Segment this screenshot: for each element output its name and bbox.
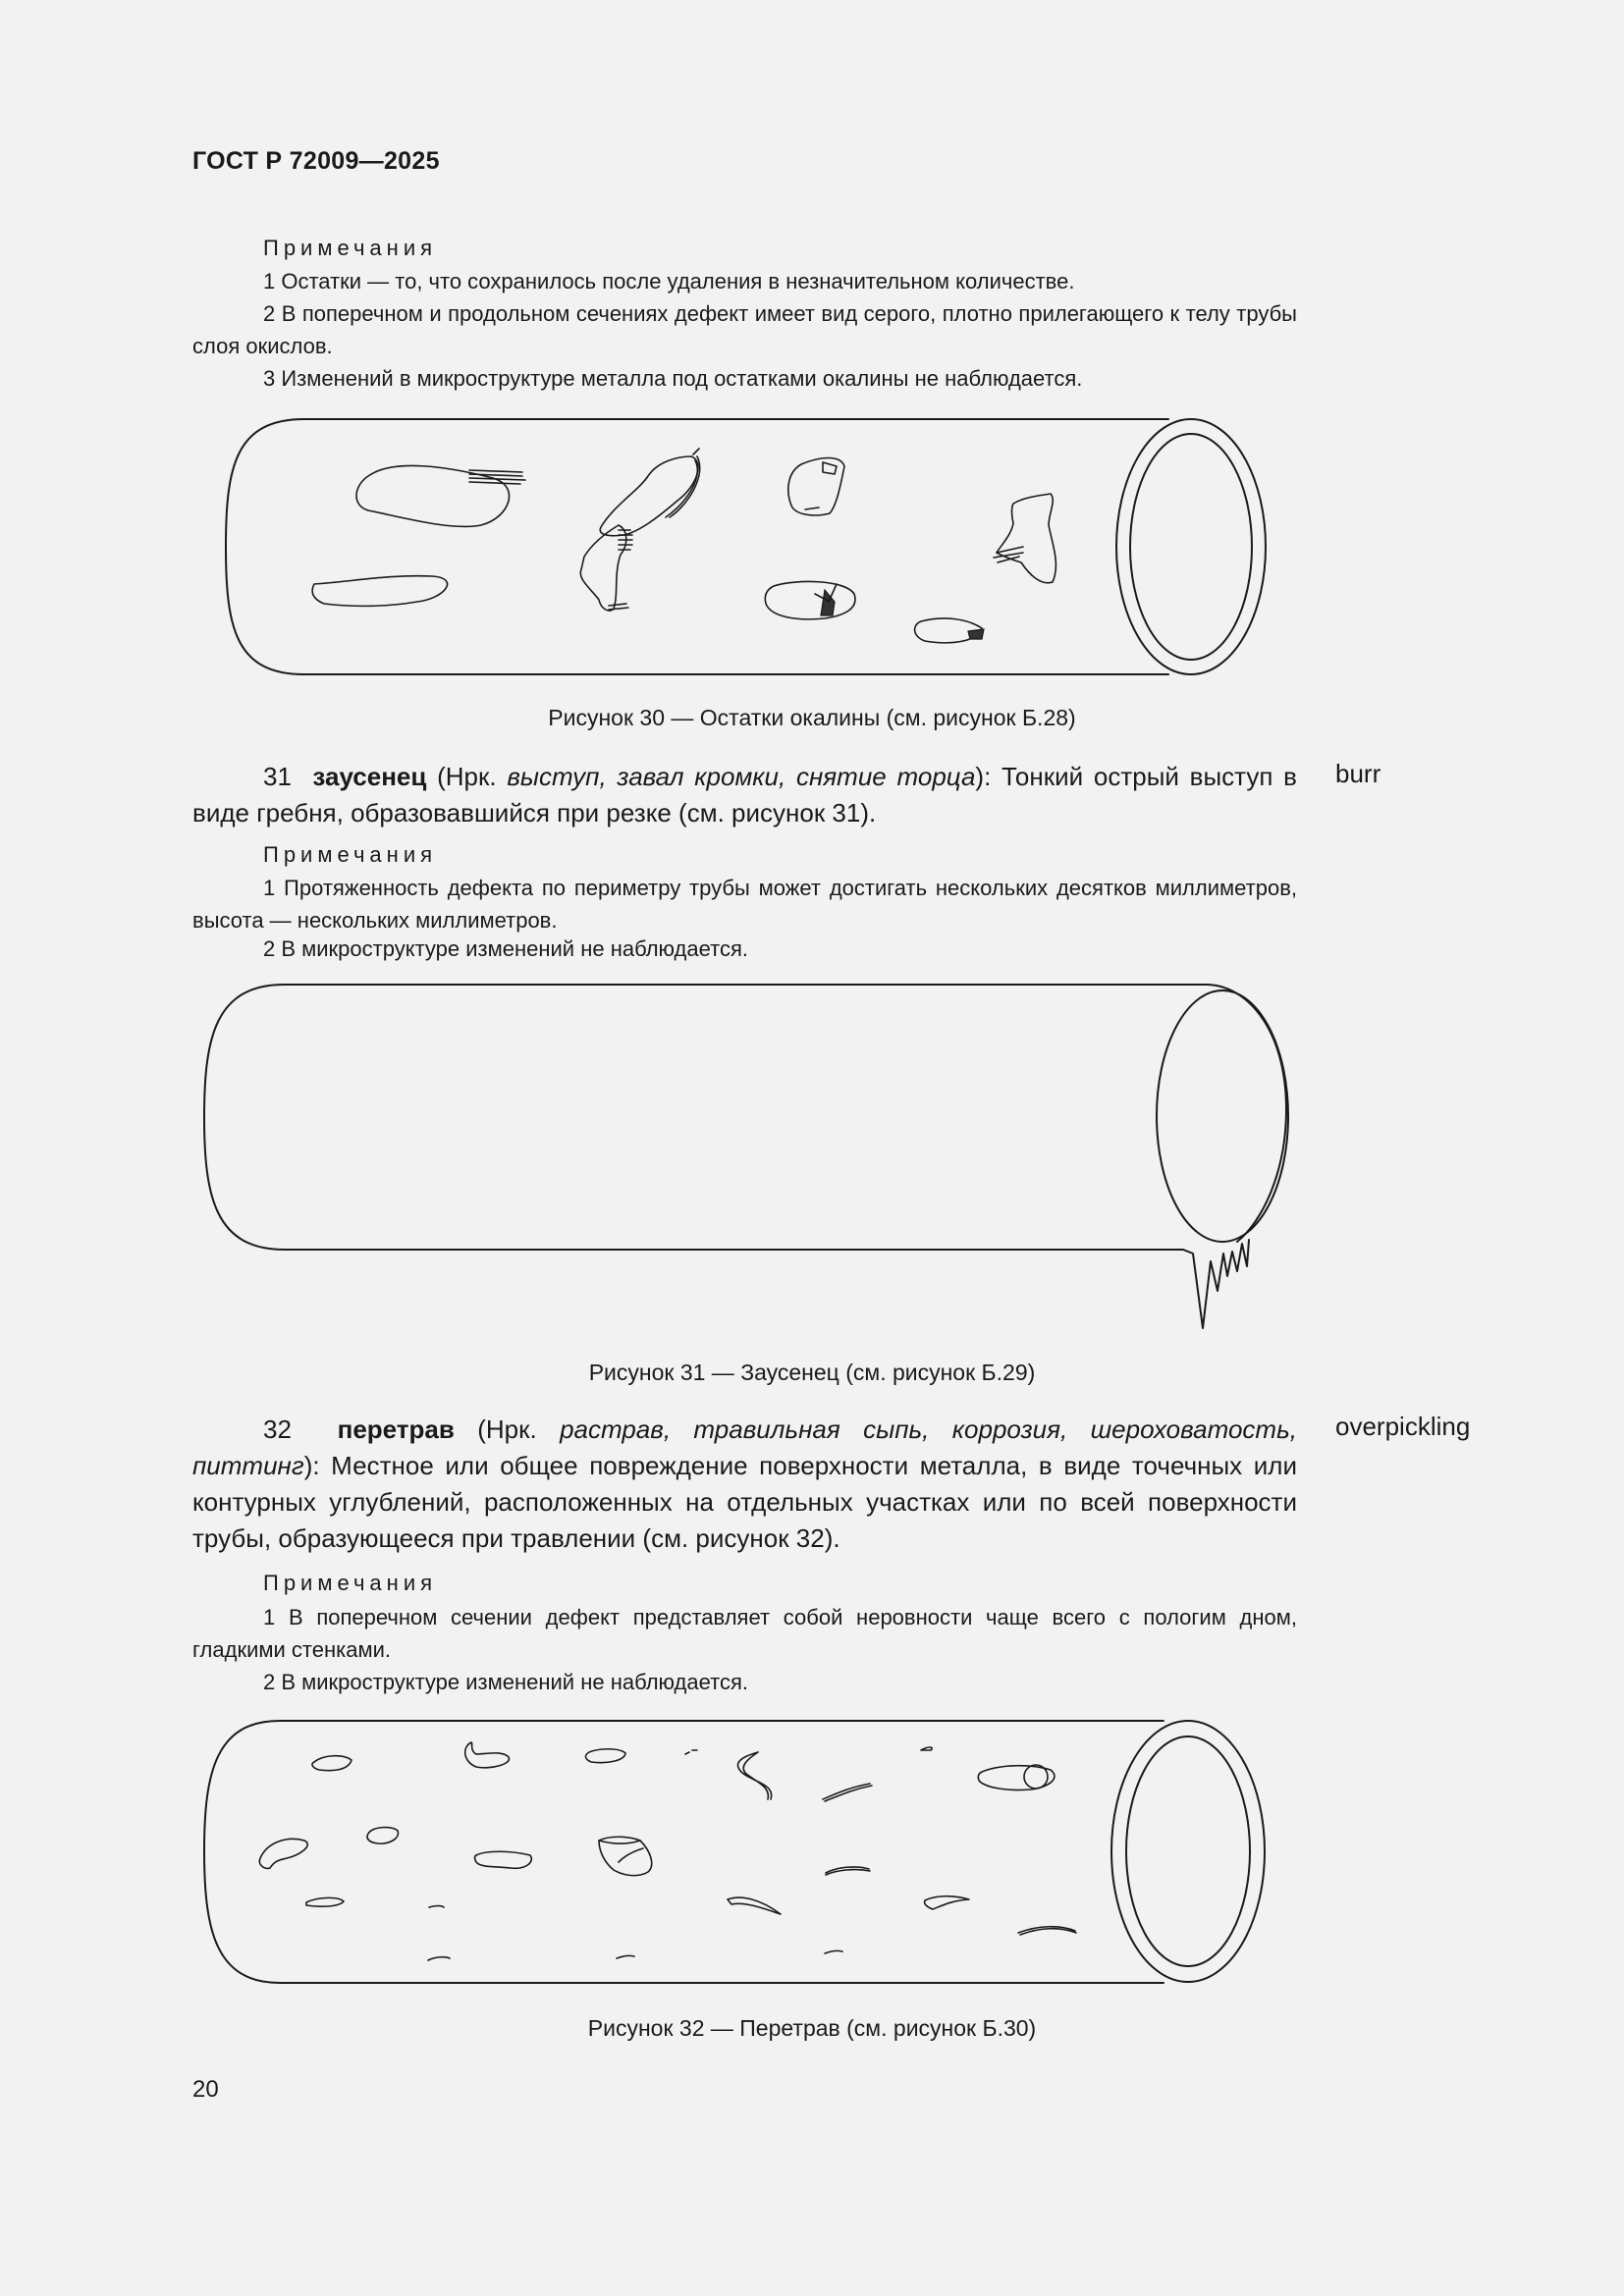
figure-31-caption: Рисунок 31 — Заусенец (см. рисунок Б.29): [588, 1360, 1036, 1385]
term-definition-text: ): Местное или общее повреждение поверхности металла, в виде точечных или контурных углублений, расположенных на отдельных участках или по всей поверхности трубы, образующееся при травлении (см. рисунок 32).: [192, 1451, 1297, 1553]
note-1: 1 Остатки — то, что сохранилось после удаления в незначительном количестве.: [263, 269, 1075, 294]
note-2: 2 В микроструктуре изменений не наблюдается.: [263, 936, 748, 961]
term-32-definition: [192, 1412, 1297, 1557]
note-1: 1 Протяженность дефекта по периметру трубы может достигать нескольких десятков миллиметров, высота — нескольких миллиметров.: [192, 876, 1297, 933]
note-2: 2 В микроструктуре изменений не наблюдается.: [263, 1670, 748, 1694]
term-number: 31: [263, 762, 292, 791]
page-number: 20: [192, 2076, 219, 2103]
figure-32-overpickling-pipe: [196, 1713, 1296, 1993]
figure-32-caption: Рисунок 32 — Перетрав (см. рисунок Б.30): [587, 2015, 1037, 2041]
figure-30-caption: Рисунок 30 — Остатки окалины (см. рисунок Б.28): [548, 705, 1076, 730]
paren-open: (Нрк.: [454, 1415, 561, 1444]
term-32-english: overpickling: [1335, 1412, 1471, 1441]
note-3: 3 Изменений в микроструктуре металла под остатками окалины не наблюдается.: [263, 366, 1083, 391]
term-name: перетрав: [337, 1415, 455, 1444]
term-31-definition: [192, 759, 1297, 831]
figure-30-scale-residue-pipe: [216, 407, 1286, 682]
notes-heading: Примечания: [263, 842, 438, 867]
note-2: 2 В поперечном и продольном сечениях дефект имеет вид серого, плотно прилегающего к телу трубы слоя окислов.: [192, 301, 1297, 358]
figure-31-burr-pipe: [196, 977, 1296, 1340]
note-1: 1 В поперечном сечении дефект представляет собой неровности чаще всего с пологим дном, гладкими стенками.: [192, 1605, 1297, 1662]
document-header: ГОСТ Р 72009—2025: [192, 147, 440, 175]
notes-heading: Примечания: [263, 1571, 438, 1595]
term-synonyms: растрав, травильная сыпь, коррозия, шероховатость, питтинг: [192, 1415, 1297, 1480]
term-name: заусенец: [312, 762, 427, 791]
paren-open: (Нрк.: [426, 762, 508, 791]
term-number: 32: [263, 1415, 292, 1444]
term-definition-text: ): Тонкий острый выступ в виде гребня, образовавшийся при резке (см. рисунок 31).: [192, 762, 1297, 828]
term-31-english: burr: [1335, 759, 1381, 788]
notes-heading: Примечания: [263, 236, 438, 260]
term-synonyms: выступ, завал кромки, снятие торца: [507, 762, 976, 791]
